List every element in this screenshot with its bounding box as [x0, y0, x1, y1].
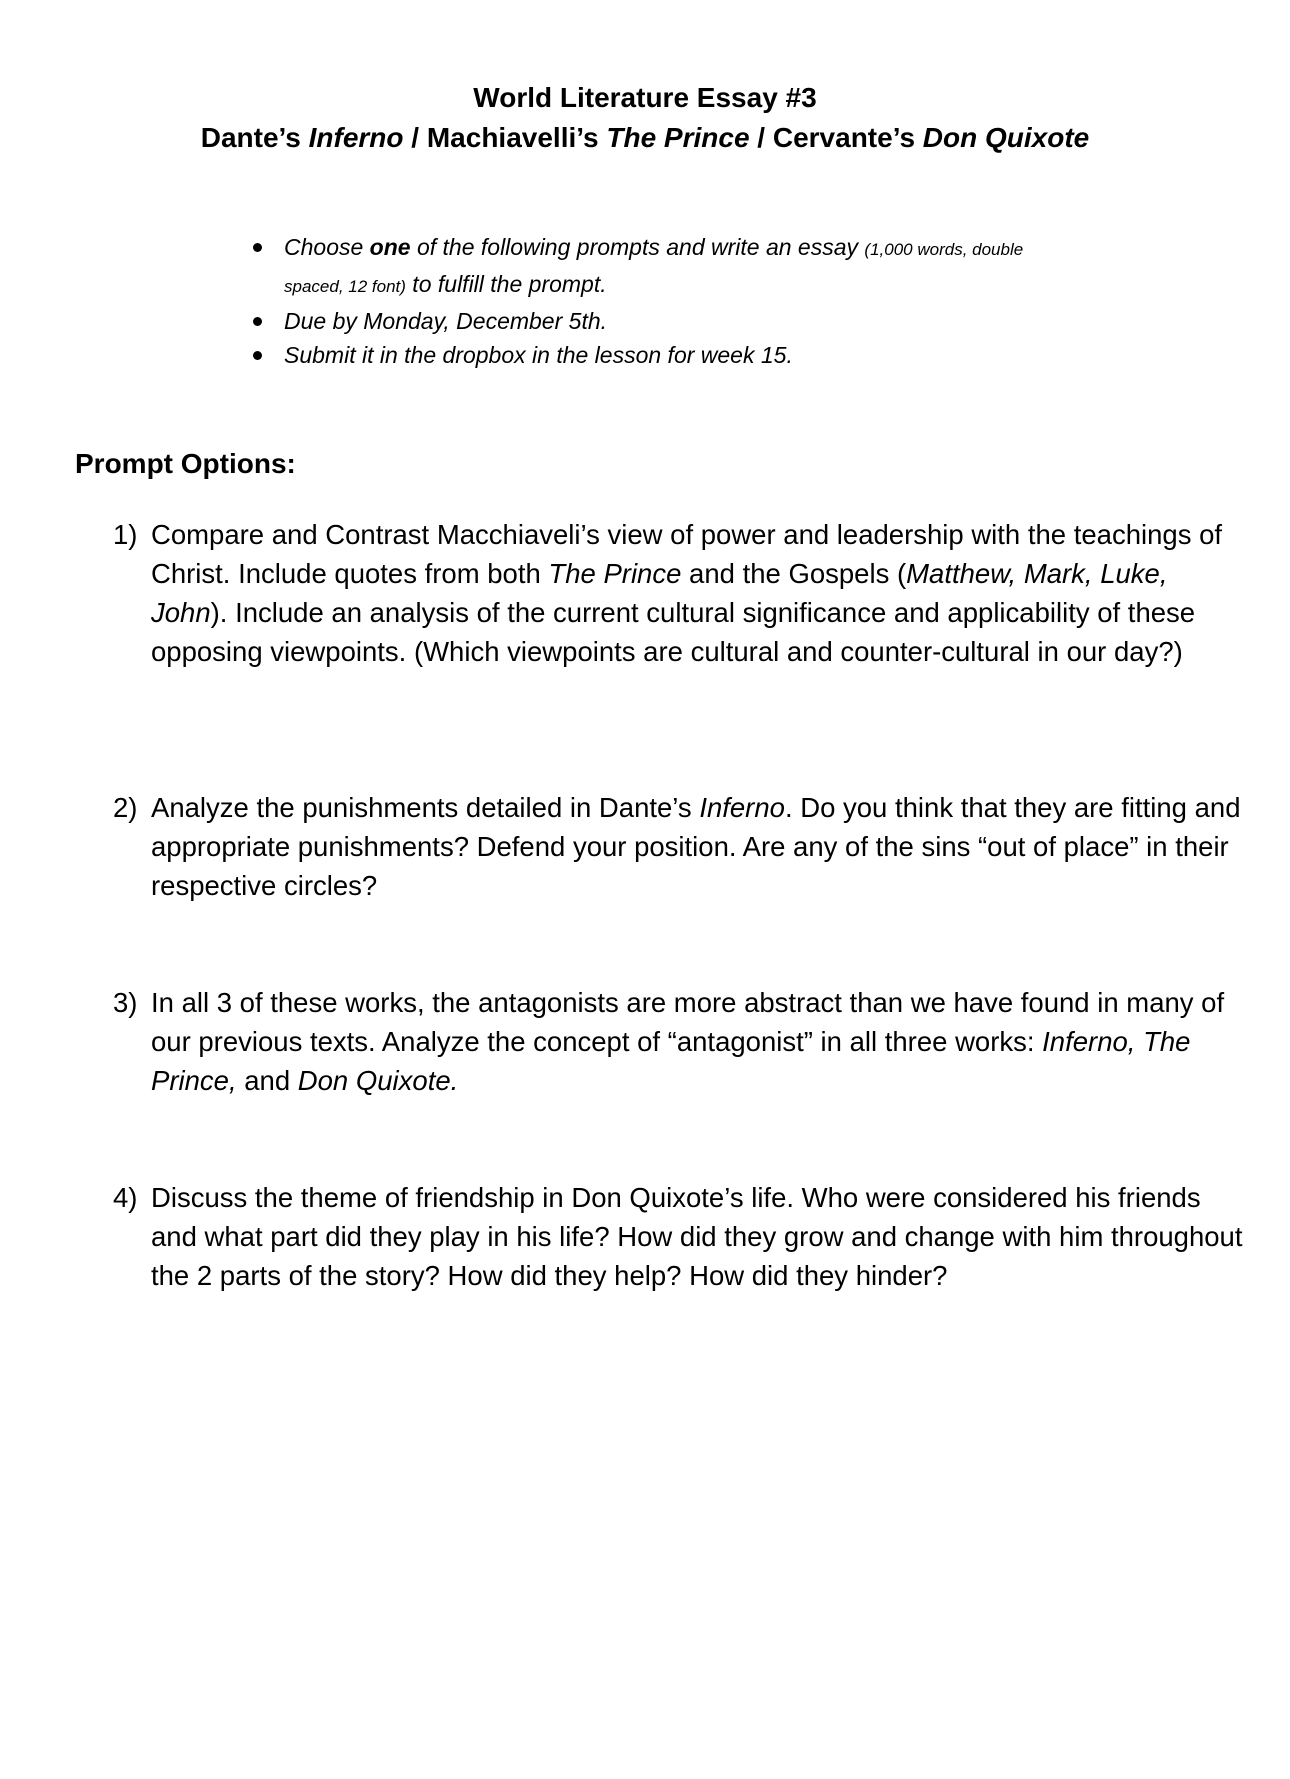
instruction-emphasis: one	[369, 234, 411, 260]
instruction-item	[248, 304, 1048, 338]
prompt-item-1	[113, 515, 1243, 671]
prompt-text	[151, 1178, 1243, 1295]
prompt-number: 2)	[113, 792, 138, 823]
prompt-number: 3)	[113, 987, 138, 1018]
subtitle-separator-2: / Cervante’s	[749, 122, 923, 153]
bullet-icon	[253, 317, 262, 326]
prompt-book-title: The Prince	[548, 558, 682, 589]
subtitle-separator-1: / Machiavelli’s	[403, 122, 607, 153]
subtitle-don-quixote: Don Quixote	[922, 122, 1090, 153]
subtitle-the-prince: The Prince	[606, 122, 750, 153]
prompt-item-3	[113, 983, 1243, 1100]
subtitle-inferno: Inferno	[308, 122, 404, 153]
instruction-item	[248, 230, 1048, 304]
prompt-gospels: Matthew, Mark, Luke, John	[151, 558, 1168, 628]
prompt-item-4	[113, 1178, 1243, 1295]
instruction-submission: Submit it in the dropbox in the lesson for week 15.	[284, 342, 793, 368]
instruction-text-mid: of the following prompts and write an essay	[410, 234, 865, 260]
prompt-options-heading: Prompt Options:	[75, 448, 296, 479]
prompt-number: 1)	[113, 519, 138, 550]
instruction-item	[248, 338, 1048, 372]
prompt-text-part: Analyze the punishments detailed in Dante’s	[151, 792, 700, 823]
instructions-list	[248, 230, 1048, 372]
prompt-text-part: and the Gospels (	[681, 558, 907, 589]
prompt-text	[151, 983, 1243, 1100]
prompt-text-part: Compare and Contrast Macchiaveli’s view of power and leadership with the teachings of Christ. Include quotes from both	[151, 519, 1223, 589]
bullet-icon	[253, 243, 262, 252]
prompt-text-part: Discuss the theme of friendship in Don Quixote’s life. Who were considered his friends and what part did they play in his life? How did they grow and change with him throughout the 2 parts of the story? How did they help? How did they hinder?	[151, 1182, 1243, 1291]
instruction-text-post: to fulfill the prompt.	[405, 271, 607, 297]
document-subtitle	[0, 118, 1290, 158]
prompt-text-part: . Do you think that they are fitting and appropriate punishments? Defend your position. Are any of the sins “out of place” in their respective circles?	[151, 792, 1241, 901]
prompt-book-title: Don Quixote.	[297, 1065, 459, 1096]
prompt-text	[151, 515, 1243, 671]
instruction-due-date: Due by Monday, December 5th.	[284, 308, 608, 334]
prompt-item-2	[113, 788, 1243, 905]
prompt-text-part: and	[236, 1065, 298, 1096]
prompt-book-title: Inferno	[699, 792, 785, 823]
instruction-requirements: (1,000 words, double spaced, 12 font)	[284, 240, 1024, 296]
prompt-text-part: In all 3 of these works, the antagonists are more abstract than we have found in many of our previous texts. Analyze the concept of “antagonist” in all three works:	[151, 987, 1225, 1057]
document-title: World Literature Essay #3	[473, 82, 817, 113]
prompt-text-part: ). Include an analysis of the current cultural significance and applicability of these opposing viewpoints. (Which viewpoints are cultural and counter-cultural in our day?)	[151, 597, 1196, 667]
prompt-number: 4)	[113, 1182, 138, 1213]
bullet-icon	[253, 351, 262, 360]
prompt-book-titles: Inferno, The Prince,	[151, 1026, 1191, 1096]
subtitle-dante: Dante’s	[200, 122, 309, 153]
instruction-text-pre: Choose	[284, 234, 370, 260]
prompt-text	[151, 788, 1243, 905]
